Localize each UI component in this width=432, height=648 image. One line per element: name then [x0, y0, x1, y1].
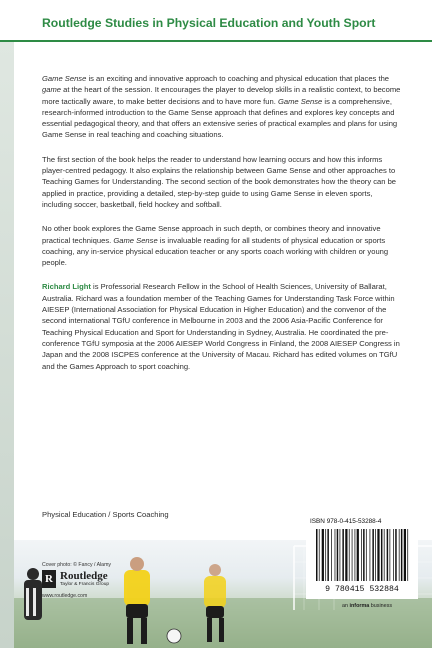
series-title: Routledge Studies in Physical Education and Youth Sport — [42, 16, 376, 30]
publisher-text — [60, 571, 109, 587]
barcode-bar — [395, 529, 397, 581]
barcode-bar — [363, 529, 365, 581]
blurb-text: at the heart of the session. It encourages the player to develop skills in a realistic context, to become more tactically aware, to make better decisions and to have more fun. — [42, 85, 401, 106]
blurb-text: is a comprehensive, research-informed introduction to the Game Sense approach that defines and explores key concepts and essential pedagogical theory, and that offers an extensive series of practical examples and plans for using Game Sense in real teaching and coaching situations. — [42, 96, 398, 140]
barcode-graphic — [310, 529, 414, 593]
blurb-paragraph-1 — [42, 73, 404, 141]
imprint-suffix: business — [369, 603, 393, 609]
barcode-bar — [342, 529, 344, 581]
isbn-label: ISBN 978-0-415-53288-4 — [310, 518, 382, 525]
blurb-paragraph-3 — [42, 223, 404, 268]
barcode-bar — [372, 529, 374, 581]
barcode-bar — [387, 529, 389, 581]
barcode-bar — [352, 529, 353, 581]
publisher-logo-block — [42, 570, 109, 588]
blurb-paragraph-2: The first section of the book helps the reader to understand how learning occurs and how this informs player-centred pedagogy. It also explains the relationship between Game Sense and other approaches to Teaching Games for Understanding. The second section of the book demonstrates how the theory can be applied in practice, providing a detailed, step-by-step guide to using Game Sense in eleven sports, including soccer, basketball, field hockey and softball. — [42, 154, 397, 209]
barcode-bar — [322, 529, 324, 581]
barcode-bar — [377, 529, 379, 581]
series-header — [0, 0, 432, 42]
barcode-bar — [390, 529, 391, 581]
publisher-name: Routledge — [60, 570, 108, 582]
barcode-bar — [349, 529, 350, 581]
author-bio — [42, 281, 404, 371]
barcode-bar — [384, 529, 385, 581]
barcode-bar — [357, 529, 359, 581]
barcode-bar — [375, 529, 376, 581]
imprint-brand: informa — [349, 603, 370, 609]
publisher-group: Taylor & Francis Group — [60, 582, 110, 587]
barcode-bar — [337, 529, 339, 581]
barcode-bar — [366, 529, 367, 581]
barcode-bar — [316, 529, 318, 581]
book-title-italic: Game Sense — [277, 96, 323, 106]
book-title-italic: Game Sense — [42, 74, 87, 83]
publisher-website: www.routledge.com — [42, 593, 88, 599]
barcode-bar — [325, 529, 326, 581]
author-bio-text: is Professorial Research Fellow in the School of Health Sciences, University of Ballarat, Australia. Richard was a foundation member of the Teaching Games for Understanding Task Force within AIESEP (International Association for Physical Education in Higher Education) and the convenor of the second international TGfU conference in Melbourne in 2003 and the 2006 Asia-Pacific Conference for Teaching Physical Education and Sport for Understanding in Sydney, Australia. He coordinated the pre-conference TGfU symposia at the 2006 AIESEP World Congress in Finland, the 2008 AIESEP Congress in Japan and the 2008 ISCPES conference at the University of Macau. Richard has edited volumes on TGfU and the Games Approach to sport coaching. — [42, 282, 400, 371]
barcode-bar — [361, 529, 362, 581]
barcode-bar — [401, 529, 403, 581]
cover-photo-credit: Cover photo: © Fancy / Alamy — [42, 562, 111, 568]
barcode-bar — [327, 529, 329, 581]
blurb-text: is an exciting and innovative approach to coaching and physical education that places the — [86, 74, 390, 83]
book-title-italic: Game Sense — [113, 235, 158, 245]
barcode-bar — [340, 529, 341, 581]
barcode-bar — [370, 529, 371, 581]
blurb-text: is invaluable reading for all students of physical education or sports coaching, any in-service physical education teacher or any sports coach working with children or young people. — [42, 235, 389, 268]
informa-imprint — [342, 603, 392, 609]
barcode-bar — [399, 529, 400, 581]
barcode-bar — [393, 529, 394, 581]
game-italic: game — [42, 85, 61, 95]
blurb-text: No other book explores the Game Sense approach in such depth, or combines theory and innovative practical techniques. — [42, 224, 381, 245]
barcode-bar — [345, 529, 347, 581]
barcode-bar — [331, 529, 332, 581]
back-cover-text — [42, 73, 404, 385]
routledge-logo-icon: R — [42, 570, 56, 588]
barcode-bar — [407, 529, 408, 581]
barcode-bar — [381, 529, 383, 581]
barcode-bar — [404, 529, 406, 581]
barcode-digits: 9 780415 532884 — [325, 585, 399, 593]
author-name: Richard Light — [42, 282, 91, 292]
subject-category: Physical Education / Sports Coaching — [42, 510, 169, 519]
left-edge-strip — [0, 42, 14, 648]
barcode-bar — [355, 529, 356, 581]
barcode-bar — [319, 529, 320, 581]
barcode-panel — [306, 515, 418, 599]
barcode-bars — [316, 529, 408, 581]
barcode-bar — [335, 529, 336, 581]
imprint-prefix: an — [342, 603, 350, 609]
